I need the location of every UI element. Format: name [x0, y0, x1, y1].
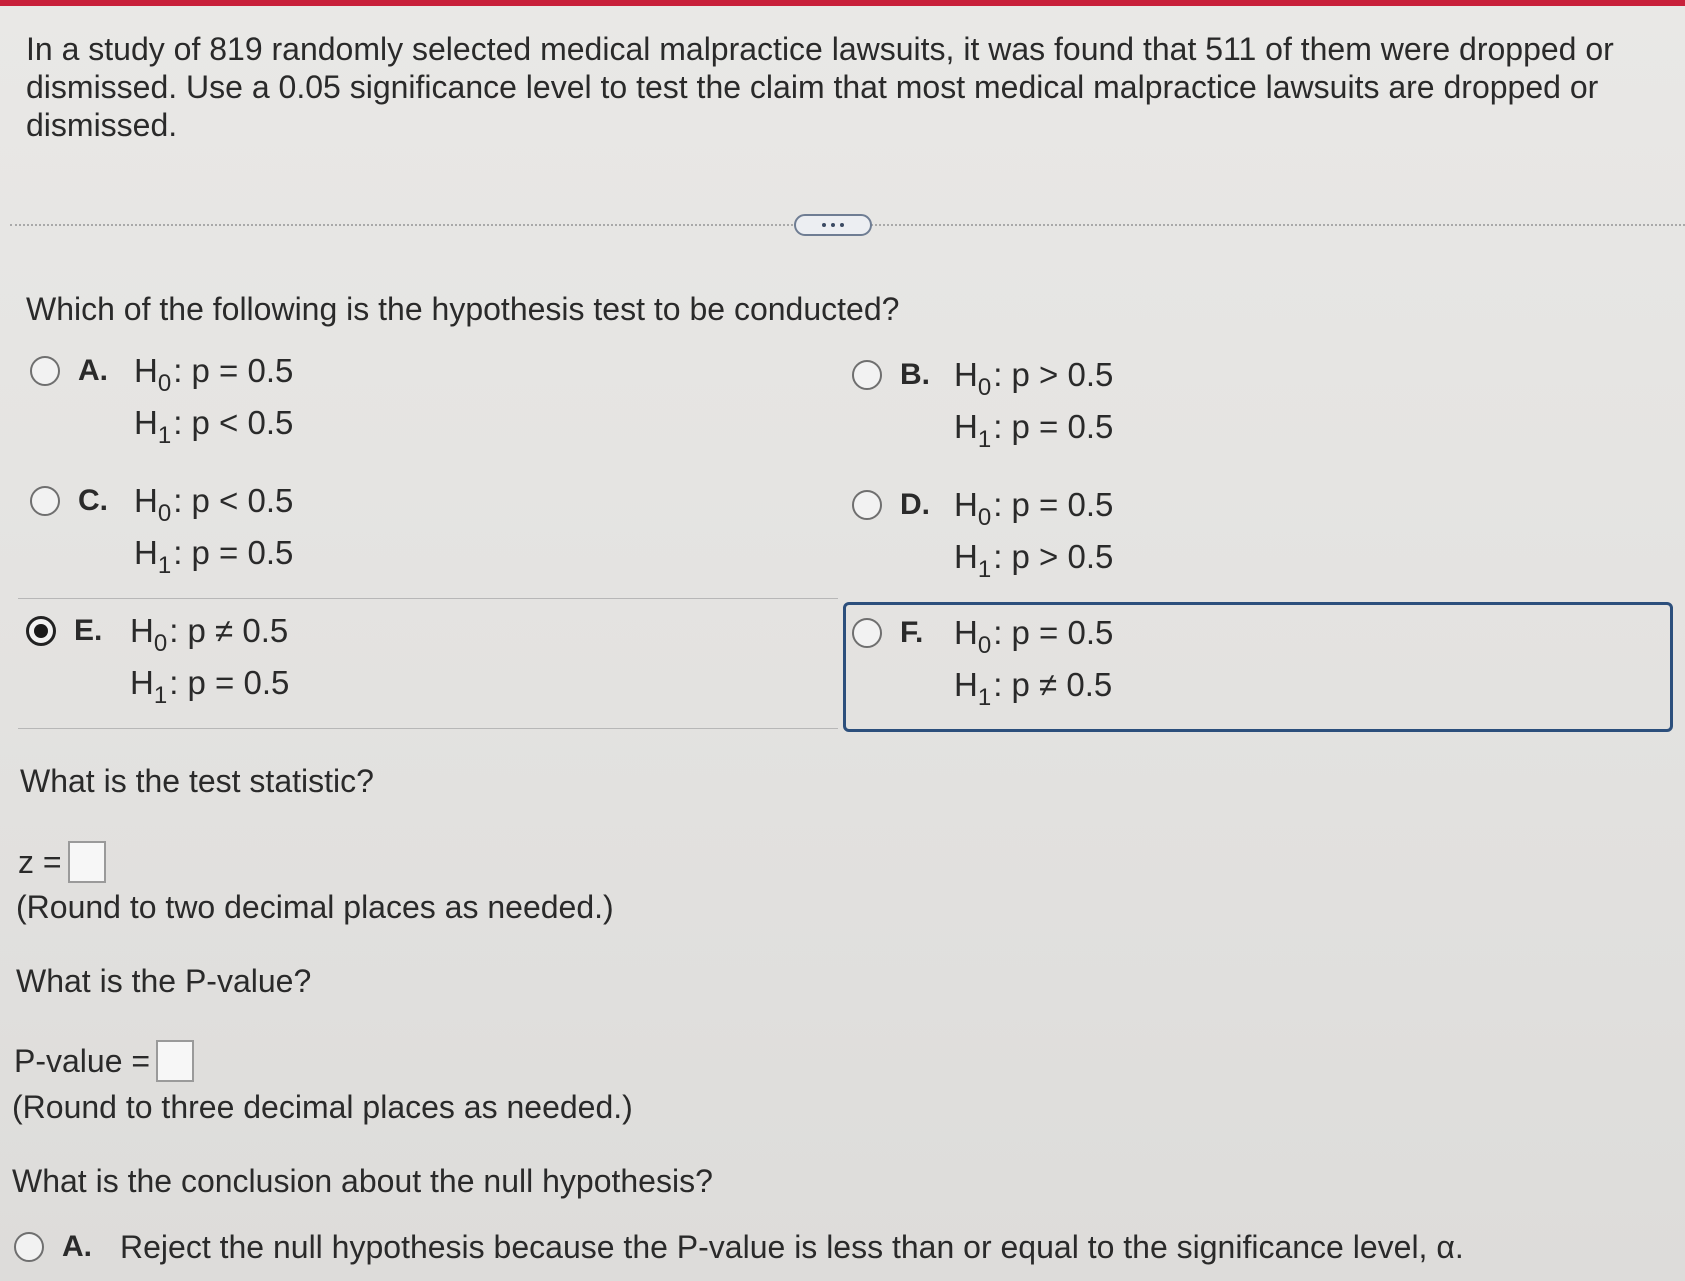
p-value-hint: (Round to three decimal places as needed.) — [12, 1089, 633, 1125]
radio-button[interactable] — [30, 486, 60, 516]
null-hypothesis: $H_0$: p ≠ 0.5 — [130, 612, 289, 657]
option-f[interactable] — [852, 614, 1552, 734]
option-e[interactable] — [26, 612, 726, 732]
null-hypothesis: $H_0$: p > 0.5 — [954, 356, 1114, 401]
top-accent-bar — [0, 0, 1685, 6]
question-hypothesis-text: Which of the following is the hypothesis test to be conducted? — [26, 291, 900, 327]
radio-button[interactable] — [852, 360, 882, 390]
option-b[interactable] — [852, 356, 1552, 476]
test-statistic-label: z = — [18, 844, 62, 880]
option-letter: D. — [900, 488, 930, 521]
option-letter: A. — [62, 1230, 92, 1263]
p-value-label: P-value = — [14, 1043, 151, 1079]
option-letter: B. — [900, 358, 930, 391]
question-conclusion-text: What is the conclusion about the null hypothesis? — [12, 1163, 713, 1199]
radio-button[interactable] — [14, 1232, 44, 1262]
question-test-statistic-text: What is the test statistic? — [20, 763, 374, 799]
option-letter: F. — [900, 616, 924, 649]
expand-more-button[interactable] — [794, 214, 872, 236]
ellipsis-icon — [831, 223, 835, 227]
alternative-hypothesis: $H_1$: p = 0.5 — [134, 534, 294, 579]
test-statistic-row — [18, 841, 106, 883]
p-value-input[interactable] — [156, 1040, 194, 1082]
conclusion-option-a[interactable] — [14, 1228, 1614, 1272]
test-statistic-input[interactable] — [68, 841, 106, 883]
option-c[interactable] — [30, 482, 730, 602]
row-divider — [18, 598, 838, 599]
radio-button[interactable] — [852, 618, 882, 648]
radio-button-selected[interactable] — [26, 616, 56, 646]
null-hypothesis: $H_0$: p = 0.5 — [954, 486, 1114, 531]
alternative-hypothesis: $H_1$: p < 0.5 — [134, 404, 294, 449]
question-p-value-text: What is the P-value? — [16, 963, 312, 999]
null-hypothesis: $H_0$: p = 0.5 — [134, 352, 294, 397]
radio-button[interactable] — [30, 356, 60, 386]
option-letter: A. — [78, 354, 108, 387]
alternative-hypothesis: $H_1$: p > 0.5 — [954, 538, 1114, 583]
ellipsis-icon — [822, 223, 826, 227]
row-divider — [18, 728, 838, 729]
conclusion-option-label: Reject the null hypothesis because the P-value is less than or equal to the significance level, α. — [120, 1229, 1464, 1265]
option-a[interactable] — [30, 352, 730, 472]
null-hypothesis: $H_0$: p < 0.5 — [134, 482, 294, 527]
p-value-row — [14, 1040, 194, 1082]
radio-button[interactable] — [852, 490, 882, 520]
null-hypothesis: $H_0$: p = 0.5 — [954, 614, 1114, 659]
ellipsis-icon — [840, 223, 844, 227]
option-d[interactable] — [852, 486, 1552, 606]
option-letter: C. — [78, 484, 108, 517]
problem-statement: In a study of 819 randomly selected medical malpractice lawsuits, it was found that 511 of them were dropped or dismissed. Use a 0.05 significance level to test the claim that most medical malpractice lawsuits are dropped or dismissed. — [26, 31, 1614, 143]
alternative-hypothesis: $H_1$: p ≠ 0.5 — [954, 666, 1113, 711]
option-letter: E. — [74, 614, 103, 647]
alternative-hypothesis: $H_1$: p = 0.5 — [954, 408, 1114, 453]
alternative-hypothesis: $H_1$: p = 0.5 — [130, 664, 290, 709]
test-statistic-hint: (Round to two decimal places as needed.) — [16, 889, 614, 925]
